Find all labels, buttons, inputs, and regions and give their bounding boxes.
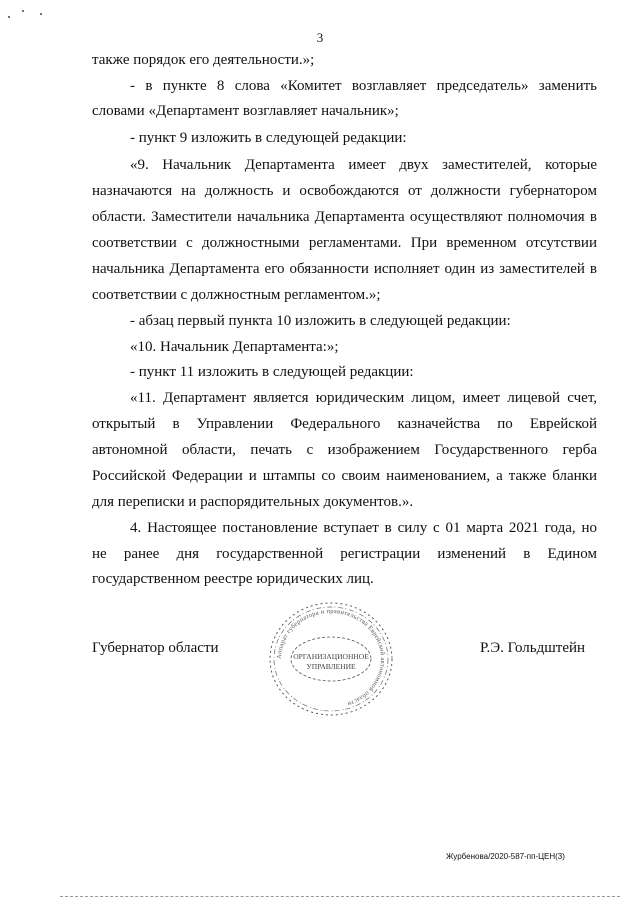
official-stamp bbox=[266, 600, 396, 718]
stamp-ring-text: Аппарат губернатора и правительства Еврейской автономной области bbox=[275, 607, 387, 708]
text-line: соответствии с должностным регламентом.»; bbox=[92, 287, 381, 303]
text-line: - пункт 11 изложить в следующей редакции: bbox=[130, 364, 414, 380]
text-line: словами «Департамент возглавляет начальник»; bbox=[92, 103, 399, 119]
text-line: - абзац первый пункта 10 изложить в следующей редакции: bbox=[130, 313, 511, 329]
text-line: начальника Департамента его обязанности исполняет один из заместителей в bbox=[92, 261, 597, 277]
text-line: автономной области, печать с изображением Государственного герба bbox=[92, 442, 597, 458]
text-line: Российской Федерации и штампы со своим наименованием, а также бланки bbox=[92, 468, 597, 484]
text-line: также порядок его деятельности.»; bbox=[92, 52, 315, 68]
signature-position: Губернатор области bbox=[92, 640, 219, 656]
text-line: области. Заместители начальника Департамента осуществляют полномочия в bbox=[92, 209, 597, 225]
page-number: 3 bbox=[316, 30, 324, 45]
text-line: государственном реестре юридических лиц. bbox=[92, 571, 374, 587]
document-footer-code: Журбенова/2020-587-пп-ЦЕН(3) bbox=[446, 852, 565, 861]
text-line: «11. Департамент является юридическим лицом, имеет лицевой счет, bbox=[130, 390, 597, 406]
text-line: 4. Настоящее постановление вступает в силу с 01 марта 2021 года, но bbox=[130, 520, 597, 536]
text-line: - в пункте 8 слова «Комитет возглавляет председатель» заменить bbox=[130, 78, 597, 94]
text-line: «10. Начальник Департамента:»; bbox=[130, 339, 339, 355]
scan-edge-line bbox=[60, 896, 620, 898]
text-line: не ранее дня государственной регистрации изменений в Едином bbox=[92, 546, 597, 562]
text-line: соответствии с должностными регламентами. При временном отсутствии bbox=[92, 235, 597, 251]
text-line: открытый в Управлении Федерального казначейства по Еврейской bbox=[92, 416, 597, 432]
text-line: - пункт 9 изложить в следующей редакции: bbox=[130, 130, 407, 146]
text-line: «9. Начальник Департамента имеет двух заместителей, которые bbox=[130, 157, 597, 173]
stamp-inner-line1: ОРГАНИЗАЦИОННОЕ bbox=[293, 652, 369, 661]
signature-name: Р.Э. Гольдштейн bbox=[480, 640, 586, 656]
stamp-inner-line2: УПРАВЛЕНИЕ bbox=[306, 662, 356, 671]
text-line: назначаются на должность и освобождаются от должности губернатором bbox=[92, 183, 597, 199]
text-line: для переписки и распорядительных документов.». bbox=[92, 494, 414, 510]
